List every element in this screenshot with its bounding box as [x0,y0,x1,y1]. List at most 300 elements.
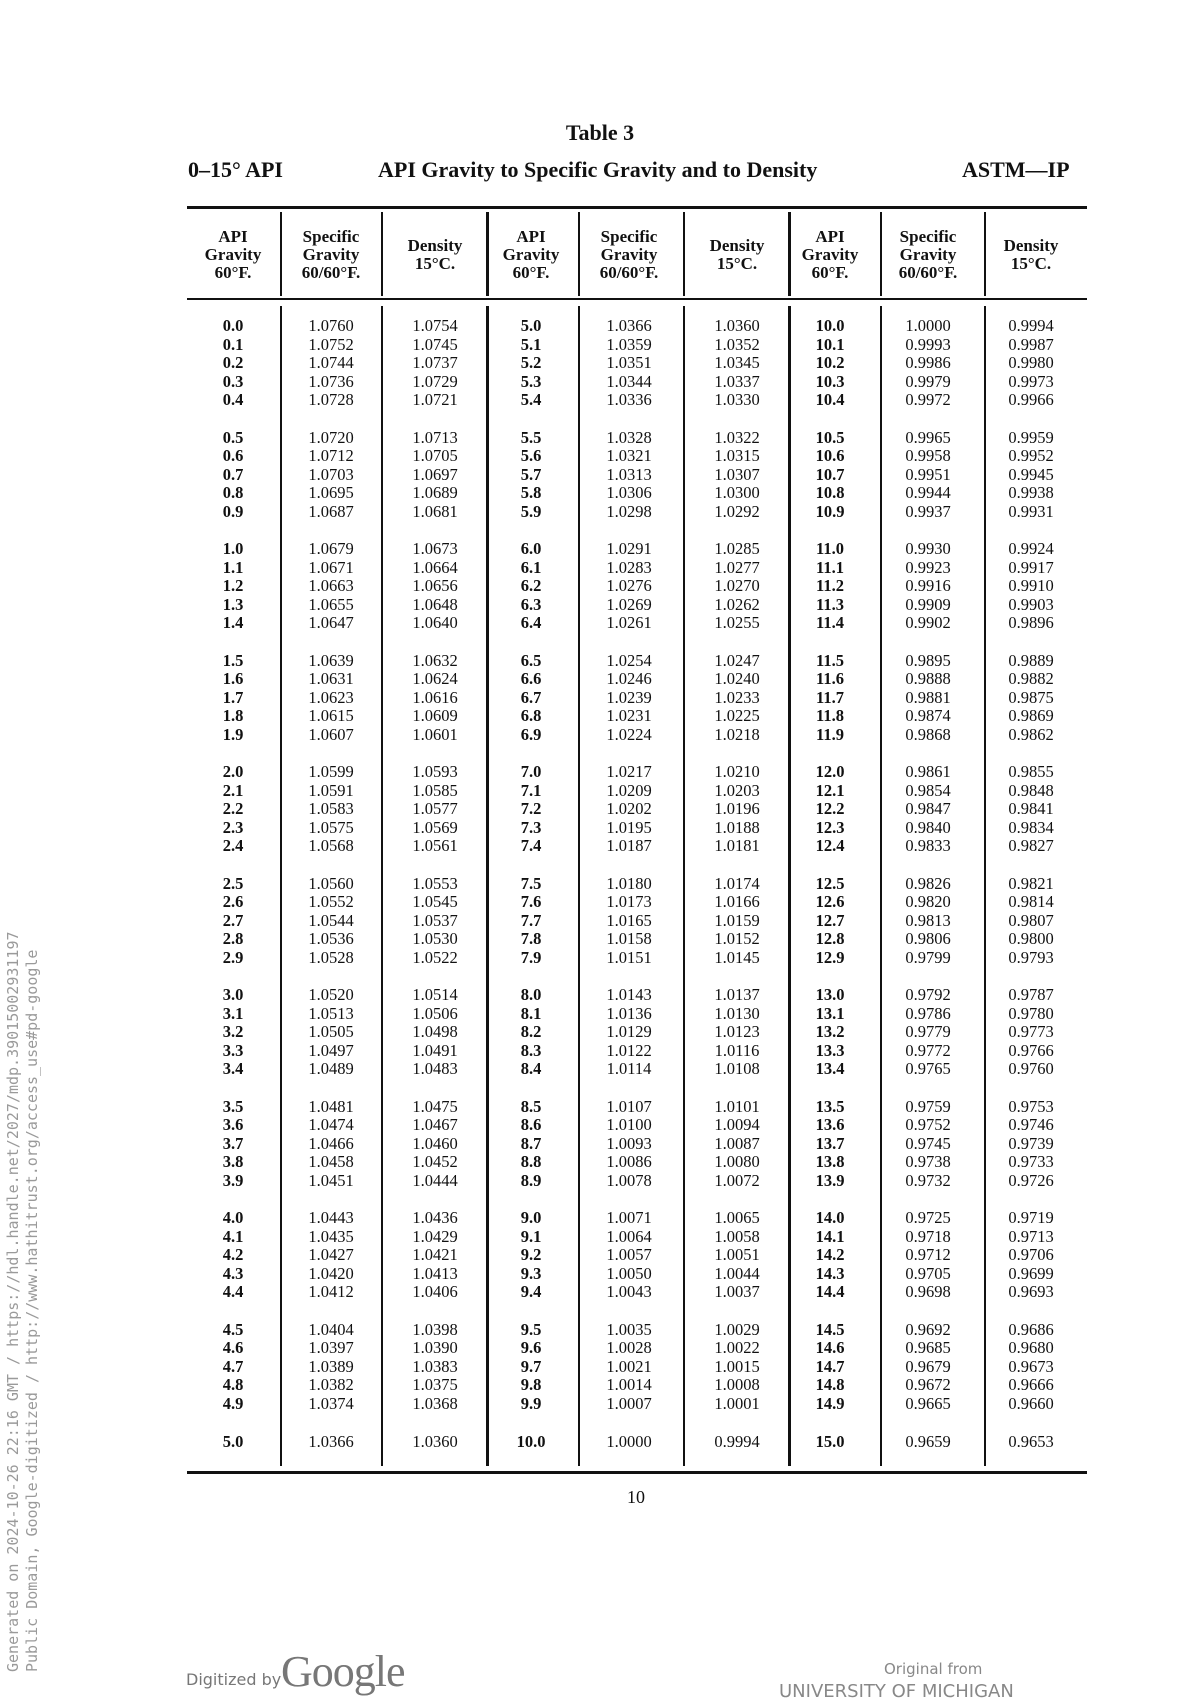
table-cell-specific-gravity: 1.0366 [308,1432,354,1451]
table-cell-specific-gravity: 0.9951 [905,464,951,484]
table-cell-specific-gravity: 0.9725 [905,1208,951,1227]
table-cell-api: 13.3 [815,1040,845,1060]
table-cell-api: 4.4 [222,1282,244,1301]
table-cell-api: 8.0 [520,985,542,1004]
table-cell-api: 3.3 [222,1040,244,1060]
table-cell-specific-gravity: 0.9732 [905,1170,951,1190]
table-cell-density: 0.9653 [1008,1432,1054,1451]
table-cell-density: 1.0444 [412,1170,458,1190]
table-cell-density: 1.0593 [412,762,458,781]
university-label: UNIVERSITY OF MICHIGAN [779,1681,1014,1702]
table-cell-specific-gravity: 0.9847 [905,799,951,818]
table-cell-api: 4.7 [222,1356,244,1376]
table-cell-specific-gravity: 0.9854 [905,780,951,800]
table-cell-api: 2.0 [222,762,244,781]
table-cell-specific-gravity: 1.0291 [606,539,652,558]
table-cell-density: 1.0307 [714,464,760,484]
table-cell-api: 12.5 [815,873,845,893]
table-cell-specific-gravity: 0.9799 [905,947,951,967]
header-rule [187,298,1087,300]
table-cell-api: 14.6 [815,1338,845,1357]
table-cell-density: 1.0561 [412,836,458,855]
table-cell-api: 9.4 [520,1282,542,1301]
table-cell-specific-gravity: 1.0000 [606,1432,652,1451]
column-header-density [689,237,785,273]
table-cell-density: 1.0406 [412,1282,458,1301]
table-cell-density: 0.9706 [1008,1245,1054,1264]
table-cell-specific-gravity: 0.9672 [905,1375,951,1394]
table-cell-density: 1.0087 [714,1133,760,1153]
table-cell-specific-gravity: 0.9861 [905,762,951,781]
table-cell-density: 1.0240 [714,669,760,688]
table-cell-specific-gravity: 1.0583 [308,799,354,818]
table-cell-density: 1.0530 [412,929,458,948]
table-cell-api: 0.0 [222,316,244,335]
table-cell-specific-gravity: 1.0623 [308,687,354,707]
table-cell-specific-gravity: 1.0560 [308,873,354,893]
table-cell-density: 1.0255 [714,613,760,632]
table-cell-density: 1.0609 [412,706,458,725]
table-cell-api: 1.0 [222,539,244,558]
table-cell-density: 1.0648 [412,594,458,614]
table-cell-density: 1.0022 [714,1338,760,1357]
table-cell-density: 0.9966 [1008,390,1054,409]
table-cell-density: 1.0203 [714,780,760,800]
table-cell-specific-gravity: 1.0663 [308,576,354,595]
table-cell-density: 1.0545 [412,892,458,911]
table-cell-api: 12.8 [815,929,845,948]
table-cell-specific-gravity: 0.9679 [905,1356,951,1376]
table-cell-api: 7.7 [520,910,542,930]
table-cell-density: 1.0745 [412,334,458,354]
api-range-label: 0–15° API [188,157,283,182]
table-cell-specific-gravity: 1.0374 [308,1393,354,1413]
table-cell-api: 7.6 [520,892,542,911]
table-cell-specific-gravity: 1.0328 [606,427,652,447]
table-cell-specific-gravity: 1.0639 [308,650,354,670]
table-cell-specific-gravity: 1.0114 [606,1059,652,1078]
table-cell-density: 1.0262 [714,594,760,614]
table-cell-api: 7.1 [520,780,542,800]
table-cell-api: 2.1 [222,780,244,800]
table-cell-specific-gravity: 1.0261 [606,613,652,632]
table-cell-api: 13.8 [815,1152,845,1171]
table-cell-specific-gravity: 1.0679 [308,539,354,558]
table-cell-density: 1.0383 [412,1356,458,1376]
table-cell-density: 1.0375 [412,1375,458,1394]
table-cell-density: 1.0413 [412,1263,458,1283]
table-cell-specific-gravity: 1.0451 [308,1170,354,1190]
table-cell-api: 13.5 [815,1096,845,1116]
side-watermark [4,692,44,1672]
table-cell-density: 0.9680 [1008,1338,1054,1357]
table-cell-density: 1.0218 [714,724,760,744]
table-cell-density: 1.0233 [714,687,760,707]
column-header-line: Gravity [204,245,262,264]
table-cell-density: 1.0210 [714,762,760,781]
table-cell-api: 1.3 [222,594,244,614]
table-cell-specific-gravity: 1.0043 [606,1282,652,1301]
table-cell-api: 6.8 [520,706,542,725]
table-cell-density: 0.9699 [1008,1263,1054,1283]
table-cell-specific-gravity: 1.0313 [606,464,652,484]
table-cell-api: 3.9 [222,1170,244,1190]
table-cell-api: 5.2 [520,353,542,372]
table-cell-density: 1.0188 [714,817,760,837]
table-cell-api: 4.8 [222,1375,244,1394]
table-cell-api: 9.7 [520,1356,542,1376]
table-cell-api: 7.5 [520,873,542,893]
table-cell-api: 13.1 [815,1003,845,1023]
table-cell-api: 5.3 [520,371,542,391]
column-divider [381,212,383,296]
table-cell-api: 10.0 [516,1432,546,1451]
table-cell-api: 1.9 [222,724,244,744]
table-cell-api: 8.3 [520,1040,542,1060]
table-cell-specific-gravity: 1.0568 [308,836,354,855]
table-cell-density: 1.0664 [412,557,458,577]
table-cell-specific-gravity: 1.0736 [308,371,354,391]
table-cell-specific-gravity: 1.0217 [606,762,652,781]
table-cell-api: 1.8 [222,706,244,725]
table-cell-api: 11.6 [816,669,844,688]
table-cell-density: 1.0001 [714,1393,760,1413]
column-header-api [483,228,579,282]
column-header-line: Specific [302,227,360,246]
table-cell-specific-gravity: 1.0021 [606,1356,652,1376]
table-cell-api: 10.6 [815,446,845,465]
table-cell-density: 1.0345 [714,353,760,372]
table-cell-api: 0.2 [222,353,244,372]
table-cell-api: 3.5 [222,1096,244,1116]
column-header-line: 60/60°F. [599,263,659,282]
table-cell-density: 1.0065 [714,1208,760,1227]
table-cell-specific-gravity: 0.9705 [905,1263,951,1283]
table-cell-density: 1.0569 [412,817,458,837]
table-cell-density: 0.9713 [1008,1226,1054,1246]
table-cell-density: 1.0689 [412,483,458,502]
table-cell-api: 3.2 [222,1022,244,1041]
table-cell-density: 0.9834 [1008,817,1054,837]
table-cell-specific-gravity: 1.0283 [606,557,652,577]
table-cell-density: 1.0292 [714,501,760,521]
table-cell-api: 13.7 [815,1133,845,1153]
table-cell-specific-gravity: 1.0474 [308,1115,354,1134]
table-cell-specific-gravity: 0.9895 [905,650,951,670]
table-cell-specific-gravity: 0.9881 [905,687,951,707]
table-cell-api: 9.6 [520,1338,542,1357]
table-cell-density: 1.0632 [412,650,458,670]
table-cell-density: 1.0656 [412,576,458,595]
table-cell-api: 12.6 [815,892,845,911]
table-cell-density: 0.9896 [1008,613,1054,632]
table-cell-api: 3.8 [222,1152,244,1171]
table-cell-specific-gravity: 1.0466 [308,1133,354,1153]
table-cell-api: 1.5 [222,650,244,670]
table-cell-specific-gravity: 1.0420 [308,1263,354,1283]
column-header-line: 15°C. [414,254,456,273]
table-cell-api: 2.6 [222,892,244,911]
table-cell-api: 11.5 [816,650,844,670]
table-cell-specific-gravity: 1.0752 [308,334,354,354]
table-cell-specific-gravity: 0.9685 [905,1338,951,1357]
table-cell-api: 8.2 [520,1022,542,1041]
table-cell-specific-gravity: 0.9888 [905,669,951,688]
table-cell-api: 13.2 [815,1022,845,1041]
watermark-line-1: Generated on 2024-10-26 22:16 GMT / https://hdl.handle.net/2027/mdp.39015002931197 [4,931,22,1672]
table-cell-api: 5.0 [520,316,542,335]
table-cell-specific-gravity: 1.0078 [606,1170,652,1190]
table-cell-specific-gravity: 1.0687 [308,501,354,521]
table-cell-density: 1.0315 [714,446,760,465]
table-cell-density: 0.9780 [1008,1003,1054,1023]
table-cell-density: 1.0360 [714,316,760,335]
table-cell-density: 0.9869 [1008,706,1054,725]
column-divider [381,306,383,1466]
table-cell-specific-gravity: 1.0336 [606,390,652,409]
table-cell-api: 6.2 [520,576,542,595]
table-cell-density: 1.0044 [714,1263,760,1283]
table-cell-api: 12.1 [815,780,845,800]
table-cell-specific-gravity: 1.0631 [308,669,354,688]
table-cell-density: 1.0174 [714,873,760,893]
table-cell-density: 0.9841 [1008,799,1054,818]
table-cell-api: 8.4 [520,1059,542,1078]
column-header-line: Gravity [502,245,560,264]
column-header-specific-gravity [581,228,677,282]
table-cell-specific-gravity: 1.0057 [606,1245,652,1264]
table-cell-api: 6.0 [520,539,542,558]
table-cell-api: 14.4 [815,1282,845,1301]
table-cell-density: 1.0285 [714,539,760,558]
table-cell-specific-gravity: 1.0298 [606,501,652,521]
table-cell-api: 14.3 [815,1263,845,1283]
table-cell-api: 1.2 [222,576,244,595]
table-cell-density: 0.9938 [1008,483,1054,502]
table-cell-specific-gravity: 1.0064 [606,1226,652,1246]
table-cell-density: 1.0673 [412,539,458,558]
table-cell-specific-gravity: 1.0202 [606,799,652,818]
table-cell-density: 1.0225 [714,706,760,725]
table-cell-specific-gravity: 1.0655 [308,594,354,614]
table-cell-density: 1.0737 [412,353,458,372]
table-cell-specific-gravity: 1.0143 [606,985,652,1004]
table-cell-specific-gravity: 1.0093 [606,1133,652,1153]
table-cell-density: 1.0398 [412,1319,458,1339]
table-cell-api: 15.0 [815,1432,845,1451]
table-cell-density: 1.0460 [412,1133,458,1153]
google-logo: Google [281,1647,405,1696]
table-cell-specific-gravity: 1.0615 [308,706,354,725]
table-cell-density: 0.9766 [1008,1040,1054,1060]
table-cell-specific-gravity: 1.0122 [606,1040,652,1060]
table-cell-specific-gravity: 1.0151 [606,947,652,967]
table-cell-density: 1.0483 [412,1059,458,1078]
table-cell-specific-gravity: 0.9792 [905,985,951,1004]
table-cell-specific-gravity: 1.0389 [308,1356,354,1376]
table-cell-density: 0.9693 [1008,1282,1054,1301]
table-cell-api: 2.9 [222,947,244,967]
table-cell-api: 8.7 [520,1133,542,1153]
table-cell-density: 1.0008 [714,1375,760,1394]
table-cell-api: 6.1 [520,557,542,577]
column-header-line: 60/60°F. [898,263,958,282]
table-cell-density: 1.0390 [412,1338,458,1357]
table-cell-specific-gravity: 0.9772 [905,1040,951,1060]
column-header-line: API [516,227,546,246]
table-cell-api: 12.0 [815,762,845,781]
column-header-density [983,237,1079,273]
table-cell-api: 9.3 [520,1263,542,1283]
table-cell-api: 14.7 [815,1356,845,1376]
table-cell-density: 1.0616 [412,687,458,707]
table-cell-density: 0.9726 [1008,1170,1054,1190]
table-cell-density: 1.0421 [412,1245,458,1264]
table-cell-api: 14.0 [815,1208,845,1227]
table-cell-api: 5.4 [520,390,542,409]
table-cell-density: 0.9719 [1008,1208,1054,1227]
table-cell-specific-gravity: 1.0497 [308,1040,354,1060]
column-header-density [387,237,483,273]
table-cell-specific-gravity: 1.0107 [606,1096,652,1116]
table-cell-specific-gravity: 0.9874 [905,706,951,725]
column-header-line: Gravity [801,245,859,264]
table-cell-specific-gravity: 1.0427 [308,1245,354,1264]
column-header-line: 60°F. [512,263,550,282]
table-cell-specific-gravity: 1.0552 [308,892,354,911]
table-cell-density: 1.0491 [412,1040,458,1060]
table-cell-density: 0.9848 [1008,780,1054,800]
table-cell-api: 10.7 [815,464,845,484]
table-cell-api: 8.5 [520,1096,542,1116]
table-cell-density: 1.0467 [412,1115,458,1134]
table-cell-api: 7.8 [520,929,542,948]
table-cell-specific-gravity: 0.9692 [905,1319,951,1339]
table-cell-specific-gravity: 1.0165 [606,910,652,930]
table-cell-specific-gravity: 0.9659 [905,1432,951,1451]
table-cell-specific-gravity: 1.0382 [308,1375,354,1394]
table-cell-density: 1.0601 [412,724,458,744]
table-cell-specific-gravity: 0.9930 [905,539,951,558]
table-cell-api: 0.3 [222,371,244,391]
table-cell-density: 1.0514 [412,985,458,1004]
column-header-line: 60°F. [214,263,252,282]
table-cell-api: 6.4 [520,613,542,632]
table-cell-density: 0.9800 [1008,929,1054,948]
column-divider [683,212,685,296]
table-cell-density: 0.9875 [1008,687,1054,707]
table-cell-api: 6.7 [520,687,542,707]
table-cell-density: 0.9686 [1008,1319,1054,1339]
table-cell-api: 1.4 [222,613,244,632]
table-cell-specific-gravity: 1.0720 [308,427,354,447]
table-cell-api: 0.1 [222,334,244,354]
table-cell-specific-gravity: 1.0760 [308,316,354,335]
table-cell-api: 13.4 [815,1059,845,1078]
table-cell-api: 12.4 [815,836,845,855]
table-cell-density: 0.9673 [1008,1356,1054,1376]
table-cell-specific-gravity: 1.0520 [308,985,354,1004]
table-cell-specific-gravity: 1.0136 [606,1003,652,1023]
column-header-line: Density [709,236,765,255]
table-cell-api: 10.0 [815,316,845,335]
table-cell-specific-gravity: 1.0435 [308,1226,354,1246]
table-cell-density: 0.9733 [1008,1152,1054,1171]
table-cell-density: 1.0537 [412,910,458,930]
table-cell-api: 11.4 [816,613,844,632]
table-cell-specific-gravity: 0.9986 [905,353,951,372]
table-cell-specific-gravity: 1.0187 [606,836,652,855]
table-cell-specific-gravity: 1.0599 [308,762,354,781]
table-cell-specific-gravity: 1.0647 [308,613,354,632]
table-cell-density: 0.9753 [1008,1096,1054,1116]
table-cell-api: 6.9 [520,724,542,744]
table-cell-density: 1.0522 [412,947,458,967]
table-cell-density: 1.0196 [714,799,760,818]
table-cell-density: 0.9910 [1008,576,1054,595]
column-header-line: API [218,227,248,246]
table-cell-specific-gravity: 0.9779 [905,1022,951,1041]
table-cell-density: 0.9814 [1008,892,1054,911]
table-cell-specific-gravity: 1.0100 [606,1115,652,1134]
table-cell-api: 9.5 [520,1319,542,1339]
table-title: Table 3 [565,120,635,145]
table-cell-density: 1.0145 [714,947,760,967]
column-header-line: Gravity [600,245,658,264]
table-cell-density: 0.9855 [1008,762,1054,781]
table-cell-api: 4.1 [222,1226,244,1246]
table-cell-api: 8.6 [520,1115,542,1134]
table-cell-specific-gravity: 1.0397 [308,1338,354,1357]
table-cell-density: 0.9787 [1008,985,1054,1004]
table-cell-specific-gravity: 0.9833 [905,836,951,855]
table-cell-specific-gravity: 1.0195 [606,817,652,837]
table-cell-density: 0.9807 [1008,910,1054,930]
table-cell-density: 0.9793 [1008,947,1054,967]
column-divider [683,306,685,1466]
table-cell-density: 1.0705 [412,446,458,465]
table-cell-specific-gravity: 1.0443 [308,1208,354,1227]
table-cell-specific-gravity: 0.9826 [905,873,951,893]
table-cell-density: 1.0152 [714,929,760,948]
table-cell-density: 1.0166 [714,892,760,911]
table-cell-density: 1.0640 [412,613,458,632]
table-cell-api: 4.9 [222,1393,244,1413]
table-cell-specific-gravity: 0.9902 [905,613,951,632]
table-cell-specific-gravity: 1.0129 [606,1022,652,1041]
table-cell-specific-gravity: 1.0224 [606,724,652,744]
table-cell-api: 2.7 [222,910,244,930]
table-cell-api: 12.7 [815,910,845,930]
table-cell-api: 2.4 [222,836,244,855]
table-cell-specific-gravity: 1.0505 [308,1022,354,1041]
table-cell-specific-gravity: 1.0671 [308,557,354,577]
table-cell-specific-gravity: 1.0575 [308,817,354,837]
table-cell-specific-gravity: 0.9965 [905,427,951,447]
table-cell-density: 0.9746 [1008,1115,1054,1134]
table-cell-specific-gravity: 0.9868 [905,724,951,744]
table-cell-density: 0.9903 [1008,594,1054,614]
table-cell-specific-gravity: 0.9665 [905,1393,951,1413]
table-cell-specific-gravity: 0.9786 [905,1003,951,1023]
table-cell-api: 5.0 [222,1432,244,1451]
table-cell-specific-gravity: 1.0607 [308,724,354,744]
table-cell-specific-gravity: 1.0071 [606,1208,652,1227]
table-cell-density: 0.9773 [1008,1022,1054,1041]
column-header-line: Density [407,236,463,255]
table-cell-specific-gravity: 1.0231 [606,706,652,725]
table-cell-density: 1.0721 [412,390,458,409]
